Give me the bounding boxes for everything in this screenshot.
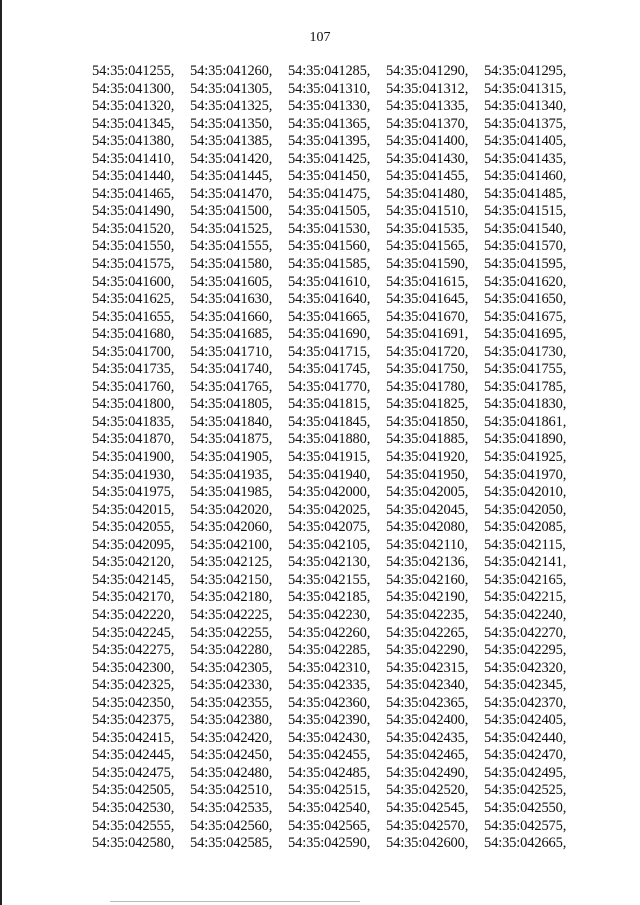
cadastral-number: 54:35:042080, (386, 519, 469, 536)
cadastral-number: 54:35:042215, (484, 589, 567, 606)
cadastral-number: 54:35:042265, (386, 624, 469, 641)
cadastral-number: 54:35:042190, (386, 589, 469, 606)
cadastral-number: 54:35:042235, (386, 606, 469, 623)
cadastral-number: 54:35:041555, (190, 238, 273, 255)
cadastral-number: 54:35:042150, (190, 571, 273, 588)
cadastral-number-list (92, 63, 582, 853)
cadastral-number: 54:35:041525, (190, 220, 273, 237)
cadastral-number: 54:35:041505, (288, 203, 371, 220)
cadastral-number: 54:35:041330, (288, 98, 371, 115)
cadastral-number: 54:35:041625, (92, 291, 175, 308)
cadastral-number: 54:35:042010, (484, 484, 567, 501)
cadastral-number: 54:35:041510, (386, 203, 469, 220)
cadastral-number: 54:35:041580, (190, 256, 273, 273)
cadastral-number: 54:35:042355, (190, 694, 273, 711)
cadastral-number: 54:35:042145, (92, 571, 175, 588)
cadastral-number: 54:35:041935, (190, 466, 273, 483)
page-number: 107 (309, 30, 331, 45)
cadastral-number: 54:35:042420, (190, 729, 273, 746)
cadastral-number: 54:35:041470, (190, 185, 273, 202)
cadastral-number: 54:35:042495, (484, 764, 567, 781)
cadastral-number: 54:35:042141, (484, 554, 567, 571)
cadastral-number: 54:35:041600, (92, 273, 175, 290)
cadastral-number: 54:35:041345, (92, 115, 175, 132)
cadastral-number: 54:35:041340, (484, 98, 567, 115)
cadastral-number: 54:35:041460, (484, 168, 567, 185)
cadastral-number: 54:35:042015, (92, 501, 175, 518)
cadastral-number: 54:35:042390, (288, 712, 371, 729)
cadastral-number: 54:35:041830, (484, 396, 567, 413)
cadastral-number: 54:35:041475, (288, 185, 371, 202)
cadastral-number: 54:35:041765, (190, 378, 273, 395)
cadastral-number: 54:35:042045, (386, 501, 469, 518)
cadastral-number: 54:35:041885, (386, 431, 469, 448)
cadastral-number: 54:35:041455, (386, 168, 469, 185)
cadastral-number: 54:35:042245, (92, 624, 175, 641)
cadastral-number: 54:35:041691, (386, 326, 469, 343)
cadastral-number: 54:35:041745, (288, 361, 371, 378)
cadastral-number: 54:35:042345, (484, 677, 567, 694)
cadastral-number: 54:35:042435, (386, 729, 469, 746)
cadastral-number: 54:35:042590, (288, 835, 371, 852)
cadastral-number: 54:35:042060, (190, 519, 273, 536)
cadastral-number: 54:35:041305, (190, 80, 273, 97)
cadastral-number: 54:35:041485, (484, 185, 567, 202)
cadastral-number: 54:35:041825, (386, 396, 469, 413)
cadastral-number: 54:35:041620, (484, 273, 567, 290)
cadastral-number: 54:35:042530, (92, 799, 175, 816)
cadastral-number: 54:35:041370, (386, 115, 469, 132)
cadastral-number: 54:35:041285, (288, 63, 371, 79)
cadastral-number: 54:35:042575, (484, 817, 567, 834)
cadastral-number: 54:35:041915, (288, 449, 371, 466)
page-edge (0, 0, 2, 905)
cadastral-number: 54:35:042545, (386, 799, 469, 816)
cadastral-number: 54:35:042585, (190, 835, 273, 852)
cadastral-number: 54:35:042360, (288, 694, 371, 711)
cadastral-number: 54:35:042470, (484, 747, 567, 764)
cadastral-number: 54:35:041560, (288, 238, 371, 255)
cadastral-number: 54:35:041320, (92, 98, 175, 115)
cadastral-number: 54:35:042580, (92, 835, 175, 852)
cadastral-number: 54:35:042185, (288, 589, 371, 606)
cadastral-number: 54:35:041595, (484, 256, 567, 273)
cadastral-number: 54:35:041630, (190, 291, 273, 308)
cadastral-number: 54:35:041670, (386, 308, 469, 325)
cadastral-number: 54:35:041835, (92, 413, 175, 430)
cadastral-number: 54:35:042455, (288, 747, 371, 764)
cadastral-number: 54:35:041405, (484, 133, 567, 150)
cadastral-number: 54:35:041975, (92, 484, 175, 501)
cadastral-number: 54:35:042375, (92, 712, 175, 729)
cadastral-number: 54:35:042465, (386, 747, 469, 764)
cadastral-number: 54:35:041861, (484, 413, 567, 430)
cadastral-number: 54:35:041700, (92, 343, 175, 360)
cadastral-number: 54:35:041585, (288, 256, 371, 273)
cadastral-number: 54:35:041900, (92, 449, 175, 466)
cadastral-number: 54:35:041255, (92, 63, 175, 79)
cadastral-number: 54:35:041380, (92, 133, 175, 150)
cadastral-number: 54:35:041335, (386, 98, 469, 115)
cadastral-number: 54:35:041520, (92, 220, 175, 237)
cadastral-number: 54:35:042105, (288, 536, 371, 553)
cadastral-number: 54:35:042555, (92, 817, 175, 834)
cadastral-number: 54:35:042665, (484, 835, 567, 852)
cadastral-number: 54:35:042520, (386, 782, 469, 799)
cadastral-number: 54:35:041365, (288, 115, 371, 132)
cadastral-number: 54:35:042220, (92, 606, 175, 623)
cadastral-number: 54:35:042365, (386, 694, 469, 711)
cadastral-number: 54:35:042050, (484, 501, 567, 518)
cadastral-number: 54:35:042400, (386, 712, 469, 729)
cadastral-number: 54:35:042450, (190, 747, 273, 764)
cadastral-number: 54:35:042005, (386, 484, 469, 501)
cadastral-number: 54:35:042110, (386, 536, 468, 553)
cadastral-number: 54:35:041695, (484, 326, 567, 343)
cadastral-number: 54:35:042440, (484, 729, 567, 746)
cadastral-number: 54:35:041665, (288, 308, 371, 325)
cadastral-number: 54:35:041930, (92, 466, 175, 483)
cadastral-number: 54:35:041685, (190, 326, 273, 343)
cadastral-number: 54:35:041880, (288, 431, 371, 448)
cadastral-number: 54:35:041575, (92, 256, 175, 273)
cadastral-number: 54:35:042280, (190, 642, 273, 659)
cadastral-number: 54:35:042600, (386, 835, 469, 852)
cadastral-number: 54:35:042565, (288, 817, 371, 834)
cadastral-number: 54:35:042350, (92, 694, 175, 711)
cadastral-number: 54:35:042380, (190, 712, 273, 729)
cadastral-number: 54:35:042085, (484, 519, 567, 536)
cadastral-number: 54:35:042020, (190, 501, 273, 518)
cadastral-number: 54:35:041420, (190, 150, 273, 167)
cadastral-number: 54:35:041295, (484, 63, 567, 79)
cadastral-number: 54:35:041815, (288, 396, 371, 413)
cadastral-number: 54:35:041905, (190, 449, 273, 466)
footer-rule (110, 901, 360, 902)
cadastral-number: 54:35:042510, (190, 782, 273, 799)
cadastral-number: 54:35:042165, (484, 571, 567, 588)
cadastral-number: 54:35:041740, (190, 361, 273, 378)
cadastral-number: 54:35:042285, (288, 642, 371, 659)
cadastral-number: 54:35:042480, (190, 764, 273, 781)
cadastral-number: 54:35:042445, (92, 747, 175, 764)
cadastral-number: 54:35:041440, (92, 168, 175, 185)
cadastral-number: 54:35:041940, (288, 466, 371, 483)
cadastral-number: 54:35:041925, (484, 449, 567, 466)
cadastral-number: 54:35:041750, (386, 361, 469, 378)
cadastral-number: 54:35:042055, (92, 519, 175, 536)
cadastral-number: 54:35:042490, (386, 764, 469, 781)
cadastral-number: 54:35:042120, (92, 554, 175, 571)
cadastral-number: 54:35:042310, (288, 659, 371, 676)
cadastral-number: 54:35:042170, (92, 589, 175, 606)
cadastral-number: 54:35:041465, (92, 185, 175, 202)
cadastral-number: 54:35:041385, (190, 133, 273, 150)
cadastral-number: 54:35:042295, (484, 642, 567, 659)
cadastral-number: 54:35:041645, (386, 291, 469, 308)
cadastral-number: 54:35:041530, (288, 220, 371, 237)
cadastral-number: 54:35:042115, (484, 536, 566, 553)
cadastral-number: 54:35:042560, (190, 817, 273, 834)
cadastral-number: 54:35:041535, (386, 220, 469, 237)
cadastral-number: 54:35:041605, (190, 273, 273, 290)
cadastral-number: 54:35:041660, (190, 308, 273, 325)
cadastral-number: 54:35:041870, (92, 431, 175, 448)
cadastral-number: 54:35:041312, (386, 80, 469, 97)
cadastral-number: 54:35:041950, (386, 466, 469, 483)
cadastral-number: 54:35:041650, (484, 291, 567, 308)
cadastral-number: 54:35:042370, (484, 694, 567, 711)
cadastral-number: 54:35:041805, (190, 396, 273, 413)
cadastral-number: 54:35:041985, (190, 484, 273, 501)
cadastral-number: 54:35:041970, (484, 466, 567, 483)
cadastral-number: 54:35:042540, (288, 799, 371, 816)
cadastral-number: 54:35:042025, (288, 501, 371, 518)
cadastral-number: 54:35:041490, (92, 203, 175, 220)
cadastral-number: 54:35:042290, (386, 642, 469, 659)
cadastral-number: 54:35:041565, (386, 238, 469, 255)
cadastral-number: 54:35:041260, (190, 63, 273, 79)
cadastral-number: 54:35:041755, (484, 361, 567, 378)
cadastral-number: 54:35:041875, (190, 431, 273, 448)
cadastral-number: 54:35:041540, (484, 220, 567, 237)
cadastral-number: 54:35:042315, (386, 659, 469, 676)
cadastral-number: 54:35:042320, (484, 659, 567, 676)
cadastral-number: 54:35:042415, (92, 729, 175, 746)
cadastral-number: 54:35:041450, (288, 168, 371, 185)
cadastral-number: 54:35:041690, (288, 326, 371, 343)
cadastral-number: 54:35:041315, (484, 80, 567, 97)
cadastral-number: 54:35:041710, (190, 343, 273, 360)
cadastral-number: 54:35:041845, (288, 413, 371, 430)
cadastral-number: 54:35:041395, (288, 133, 371, 150)
cadastral-number: 54:35:041840, (190, 413, 273, 430)
cadastral-number: 54:35:042260, (288, 624, 371, 641)
cadastral-number: 54:35:041290, (386, 63, 469, 79)
cadastral-number: 54:35:042430, (288, 729, 371, 746)
cadastral-number: 54:35:042136, (386, 554, 469, 571)
cadastral-number: 54:35:042325, (92, 677, 175, 694)
cadastral-number: 54:35:041325, (190, 98, 273, 115)
cadastral-number: 54:35:042225, (190, 606, 273, 623)
cadastral-number: 54:35:041425, (288, 150, 371, 167)
cadastral-number: 54:35:042160, (386, 571, 469, 588)
cadastral-number: 54:35:042240, (484, 606, 567, 623)
cadastral-number: 54:35:042125, (190, 554, 273, 571)
cadastral-number: 54:35:042550, (484, 799, 567, 816)
cadastral-number: 54:35:041800, (92, 396, 175, 413)
cadastral-number: 54:35:042095, (92, 536, 175, 553)
cadastral-number: 54:35:042155, (288, 571, 371, 588)
cadastral-number: 54:35:042305, (190, 659, 273, 676)
cadastral-number: 54:35:042075, (288, 519, 371, 536)
cadastral-number: 54:35:041590, (386, 256, 469, 273)
cadastral-number: 54:35:041430, (386, 150, 469, 167)
cadastral-number: 54:35:041785, (484, 378, 567, 395)
cadastral-number: 54:35:041570, (484, 238, 567, 255)
cadastral-number: 54:35:041480, (386, 185, 469, 202)
cadastral-number: 54:35:042525, (484, 782, 567, 799)
cadastral-number: 54:35:042475, (92, 764, 175, 781)
cadastral-number: 54:35:041515, (484, 203, 567, 220)
cadastral-number: 54:35:041850, (386, 413, 469, 430)
cadastral-number: 54:35:041445, (190, 168, 273, 185)
cadastral-number: 54:35:041780, (386, 378, 469, 395)
cadastral-number: 54:35:041730, (484, 343, 567, 360)
cadastral-number: 54:35:042300, (92, 659, 175, 676)
cadastral-number: 54:35:042340, (386, 677, 469, 694)
cadastral-number: 54:35:041680, (92, 326, 175, 343)
cadastral-number: 54:35:041920, (386, 449, 469, 466)
cadastral-number: 54:35:042000, (288, 484, 371, 501)
cadastral-number: 54:35:041400, (386, 133, 469, 150)
cadastral-number: 54:35:042255, (190, 624, 273, 641)
cadastral-number: 54:35:042505, (92, 782, 175, 799)
cadastral-number: 54:35:041655, (92, 308, 175, 325)
cadastral-number: 54:35:041735, (92, 361, 175, 378)
cadastral-number: 54:35:042230, (288, 606, 371, 623)
cadastral-number: 54:35:041715, (288, 343, 371, 360)
cadastral-number: 54:35:041675, (484, 308, 567, 325)
cadastral-number: 54:35:041550, (92, 238, 175, 255)
cadastral-number: 54:35:041350, (190, 115, 273, 132)
cadastral-number: 54:35:041760, (92, 378, 175, 395)
cadastral-number: 54:35:042275, (92, 642, 175, 659)
cadastral-number: 54:35:041375, (484, 115, 567, 132)
cadastral-number: 54:35:042405, (484, 712, 567, 729)
cadastral-number: 54:35:041640, (288, 291, 371, 308)
cadastral-number: 54:35:041890, (484, 431, 567, 448)
cadastral-number: 54:35:042330, (190, 677, 273, 694)
cadastral-number: 54:35:042130, (288, 554, 371, 571)
cadastral-number: 54:35:041720, (386, 343, 469, 360)
cadastral-number: 54:35:041770, (288, 378, 371, 395)
cadastral-number: 54:35:042535, (190, 799, 273, 816)
cadastral-number: 54:35:042570, (386, 817, 469, 834)
cadastral-number: 54:35:041610, (288, 273, 371, 290)
cadastral-number: 54:35:042515, (288, 782, 371, 799)
cadastral-number: 54:35:041500, (190, 203, 273, 220)
cadastral-number: 54:35:042485, (288, 764, 371, 781)
cadastral-number: 54:35:042100, (190, 536, 273, 553)
cadastral-number: 54:35:041310, (288, 80, 371, 97)
cadastral-number: 54:35:041410, (92, 150, 175, 167)
cadastral-number: 54:35:041615, (386, 273, 469, 290)
cadastral-number: 54:35:042180, (190, 589, 273, 606)
cadastral-number: 54:35:041435, (484, 150, 567, 167)
cadastral-number: 54:35:041300, (92, 80, 175, 97)
cadastral-number: 54:35:042335, (288, 677, 371, 694)
cadastral-number: 54:35:042270, (484, 624, 567, 641)
